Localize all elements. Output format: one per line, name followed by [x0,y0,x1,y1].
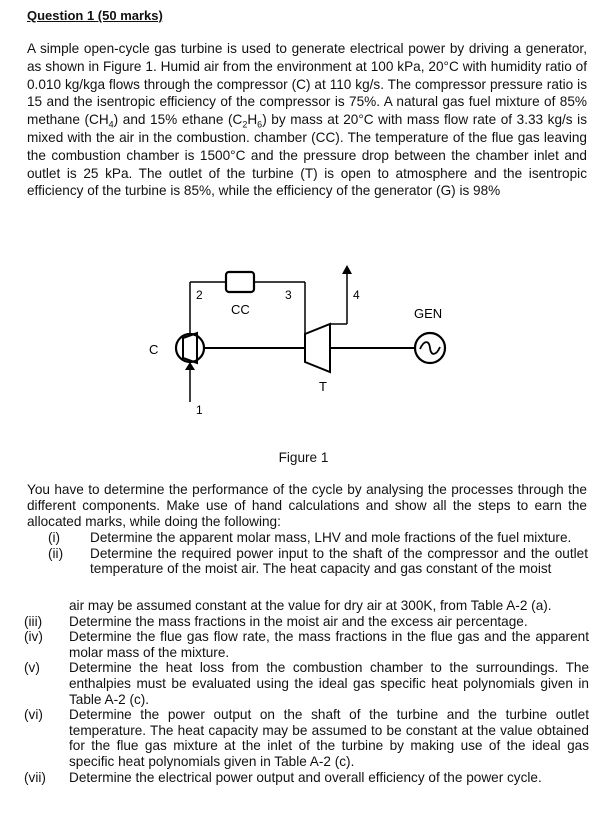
label-state-4: 4 [353,288,360,302]
label-c: C [149,342,159,357]
task-item: (v) Determine the heat loss from the combustion chamber to the surroundings. The enthalpies must be evaluated using the ideal gas specific heat polynomials given in Table A-2 (c). [24,660,589,707]
compressor-symbol [176,334,204,362]
turbine-symbol [305,324,330,372]
exhaust-arrow-icon [342,265,352,274]
cycle-diagram [130,262,460,432]
combustion-chamber-symbol [226,272,254,292]
task-continuation: air may be assumed constant at the value for dry air at 300K, from Table A-2 (a). [69,598,552,613]
task-item: (iv) Determine the flue gas flow rate, the mass fractions in the flue gas and the apparent molar mass of the mixture. [24,629,589,660]
label-t: T [319,379,327,394]
label-state-3: 3 [285,288,292,302]
task-item: (vi) Determine the power output on the shaft of the turbine and the turbine outlet temperature. The heat capacity may be assumed to be constant at the value obtained for the flue gas mixture at the inlet of the turbine by making use of the ideal gas specific heat polynomials given in Table A-2 (c). [24,707,589,769]
label-state-2: 2 [196,288,203,302]
task-item: (iii) Determine the mass fractions in the moist air and the excess air percentage. [24,613,528,629]
task-item: (i) Determine the apparent molar mass, LHV and mole fractions of the fuel mixture. [48,530,572,545]
problem-statement: A simple open-cycle gas turbine is used to generate electrical power by driving a generator, as shown in Figure 1. Humid air from the environment at 100 kPa, 20°C with humidity ratio of 0.010 kg/kga flows through the compressor (C) at 110 kg/s. The compressor pressure ratio is 15 and the isentropic efficiency of the compressor is 75%. A natural gas fuel mixture of 85% methane $(CH_4)$ and 15% ethane $(C_2H_6)$ by mass at 20°C with mass flow rate of 3.33 kg/s is mixed with the air in the combustion. chamber (CC). The temperature of the flue gas leaving the combustion chamber is 1500°C and the pressure drop between the chamber inlet and outlet is 25 kPa. The outlet of the turbine (T) is open to atmosphere and the isentropic efficiency of the turbine is 85%, while the efficiency of the generator (G) is 98% [27,41,588,199]
label-state-1: 1 [196,403,203,417]
task-list-bottom [24,598,589,785]
question-title: Question 1 (50 marks) [27,8,163,23]
task-item: (ii) Determine the required power input to the shaft of the compressor and the outlet temperature of the moist air. The heat capacity and gas constant of the moist [48,545,588,576]
label-gen: GEN [414,306,443,321]
task-list-top [48,530,588,577]
instructions: You have to determine the performance of the cycle by analysing the processes through the different components. Make use of hand calculations and show all the steps to earn the allocated marks, while doing the following: [27,482,587,529]
inlet-arrow-icon [185,362,195,370]
figure-caption: Figure 1 [278,450,329,465]
task-item: (vii) Determine the electrical power output and overall efficiency of the power cycle. [24,769,542,785]
label-cc: CC [231,302,250,317]
